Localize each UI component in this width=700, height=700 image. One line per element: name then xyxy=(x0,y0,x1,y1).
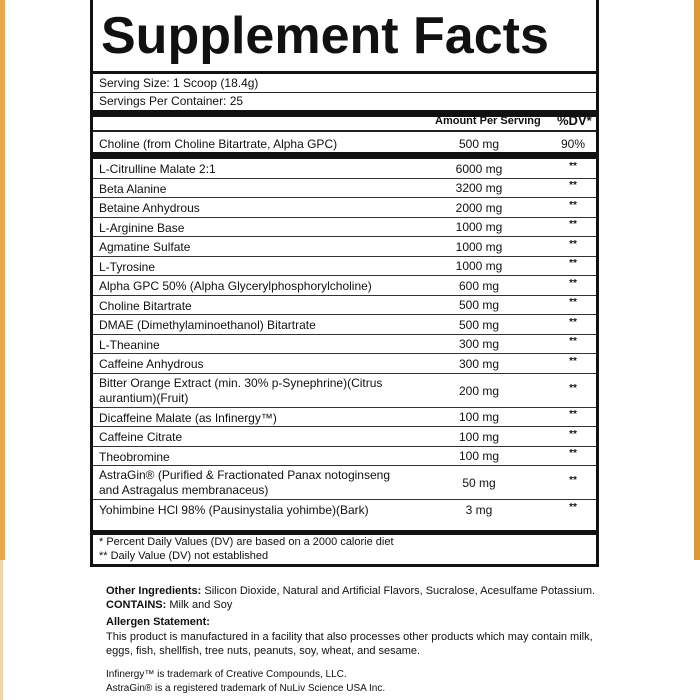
ingredient-dv: ** xyxy=(569,316,577,328)
ingredient-name xyxy=(99,503,369,518)
ingredient-name-line-1: L-Arginine Base xyxy=(99,220,185,235)
ingredient-amount: 3200 mg xyxy=(455,181,503,196)
ingredient-amount: 3 mg xyxy=(465,502,493,517)
other-ingredients xyxy=(106,585,595,598)
ingredient-name xyxy=(99,357,204,372)
ingredient-amount: 2000 mg xyxy=(455,200,503,215)
other-ingredients-label: Other Ingredients: xyxy=(106,585,202,597)
ingredient-amount: 600 mg xyxy=(458,278,500,293)
ingredient-dv: ** xyxy=(569,355,577,367)
ingredient-row xyxy=(93,218,596,238)
serving-divider xyxy=(93,92,596,93)
panel-title: Supplement Facts xyxy=(101,7,549,65)
ingredient-dv: ** xyxy=(569,409,577,421)
ingredient-row xyxy=(93,315,596,335)
ingredient-amount: 1000 mg xyxy=(455,259,503,274)
ingredient-name xyxy=(99,299,192,314)
ingredient-dv: ** xyxy=(569,475,577,486)
ingredient-dv: ** xyxy=(569,336,577,348)
ingredient-dv: ** xyxy=(569,258,577,270)
serving-size: Serving Size: 1 Scoop (18.4g) xyxy=(99,76,259,90)
ingredient-name-line-1: Agmatine Sulfate xyxy=(99,240,191,254)
ingredient-row xyxy=(93,374,596,408)
ingredient-row xyxy=(93,466,596,500)
ingredient-name xyxy=(99,240,190,255)
amount-per-serving-header: Amount Per Serving xyxy=(435,115,541,127)
ingredient-row xyxy=(93,257,596,277)
ingredient-dv: ** xyxy=(569,180,577,192)
ingredient-dv: ** xyxy=(569,238,577,250)
ingredient-name-line-1: Betaine Anhydrous xyxy=(99,201,200,215)
ingredient-name xyxy=(99,221,184,236)
top-ingredient-amount: 500 mg xyxy=(458,137,500,151)
ingredient-amount: 50 mg xyxy=(462,476,496,490)
ingredient-name-line-1: Bitter Orange Extract (min. 30% p-Synephrine)(Citrus xyxy=(99,375,383,390)
ingredient-dv: ** xyxy=(569,501,577,513)
ingredient-row xyxy=(93,198,596,218)
ingredient-name xyxy=(99,162,216,177)
ingredient-name-line-1: Alpha GPC 50% (Alpha Glycerylphosphorylcholine) xyxy=(99,279,372,293)
top-ingredient-dv: 90% xyxy=(560,137,586,151)
title-rule xyxy=(93,71,596,74)
ingredient-name-line-1: Caffeine Anhydrous xyxy=(99,357,204,371)
ingredient-name xyxy=(99,411,277,426)
ingredient-amount: 500 mg xyxy=(458,298,500,313)
ingredient-name-line-1: AstraGin® (Purified & Fractionated Panax notoginseng xyxy=(99,468,390,482)
other-ingredients-text: Silicon Dioxide, Natural and Artificial Flavors, Sucralose, Acesulfame Potassium. xyxy=(204,585,596,597)
top-ingredient-name: Choline (from Choline Bitartrate, Alpha GPC) xyxy=(99,137,338,151)
ingredient-amount: 1000 mg xyxy=(455,239,503,254)
ingredient-row xyxy=(93,335,596,355)
ingredient-name-line-1: Theobromine xyxy=(99,449,170,464)
ingredient-name-line-1: Choline Bitartrate xyxy=(99,298,192,313)
ingredient-dv: ** xyxy=(569,199,577,211)
ingredient-amount: 100 mg xyxy=(458,449,500,464)
trademark-astragin: AstraGin® is a registered trademark of NuLiv Science USA Inc. xyxy=(106,683,386,694)
ingredient-dv: ** xyxy=(569,277,577,289)
trademark-infinergy: Infinergy™ is trademark of Creative Compounds, LLC. xyxy=(106,669,347,680)
ingredient-name xyxy=(99,338,160,353)
ingredient-dv: ** xyxy=(569,219,577,231)
ingredient-name xyxy=(99,468,390,498)
ingredient-row xyxy=(93,159,596,179)
ingredient-row xyxy=(93,500,596,520)
ingredient-name-line-1: Caffeine Citrate xyxy=(99,430,183,444)
ingredient-name-line-1: Dicaffeine Malate (as Infinergy™) xyxy=(99,410,277,425)
allergen-label: Allergen Statement: xyxy=(106,616,210,628)
ingredient-amount: 100 mg xyxy=(458,429,500,444)
ingredient-name-line-1: L-Theanine xyxy=(99,337,160,352)
servings-per-container: Servings Per Container: 25 xyxy=(99,94,244,108)
ingredient-name-line-1: DMAE (Dimethylaminoethanol) Bitartrate xyxy=(99,318,316,332)
ingredient-dv: ** xyxy=(569,428,577,440)
ingredient-amount: 100 mg xyxy=(458,410,500,425)
daily-value-header: %DV* xyxy=(557,113,592,128)
ingredient-row xyxy=(93,179,596,199)
contains-line xyxy=(106,599,232,612)
ingredient-row xyxy=(93,447,596,467)
ingredient-name-line-1: Yohimbine HCl 98% (Pausinystalia yohimbe)(Bark) xyxy=(99,503,369,517)
ingredient-row xyxy=(93,296,596,316)
contains-label: CONTAINS: xyxy=(106,599,167,611)
ingredients-thick-rule xyxy=(93,152,596,159)
ingredient-amount: 500 mg xyxy=(458,317,500,332)
ingredient-amount: 300 mg xyxy=(458,337,500,352)
left-edge-strip xyxy=(0,0,5,560)
ingredient-name xyxy=(99,260,155,275)
ingredient-dv: ** xyxy=(569,382,577,394)
ingredient-name-line-2: aurantium)(Fruit) xyxy=(99,390,189,405)
ingredient-name xyxy=(99,376,382,406)
allergen-line-2: eggs, fish, shellfish, tree nuts, peanuts, soy, wheat, and sesame. xyxy=(106,645,421,657)
left-edge-strip-lower xyxy=(0,560,3,700)
allergen-line-1: This product is manufactured in a facility that also processes other products which may contain milk, xyxy=(106,631,593,643)
ingredient-row xyxy=(93,276,596,296)
ingredient-amount: 200 mg xyxy=(458,383,500,398)
contains-text: Milk and Soy xyxy=(169,599,233,611)
ingredient-name-line-1: L-Tyrosine xyxy=(99,259,156,274)
ingredient-amount: 300 mg xyxy=(458,356,500,371)
ingredient-row xyxy=(93,427,596,447)
footnote-dv-not-established: ** Daily Value (DV) not established xyxy=(99,550,269,562)
ingredient-name-line-2: and Astragalus membranaceus) xyxy=(99,483,269,497)
header-divider xyxy=(93,130,596,132)
ingredient-dv: ** xyxy=(569,297,577,309)
ingredient-name xyxy=(99,201,200,216)
ingredient-amount: 6000 mg xyxy=(455,161,503,176)
footnote-thick-rule xyxy=(93,530,596,535)
ingredient-amount: 1000 mg xyxy=(455,220,503,235)
ingredient-row xyxy=(93,354,596,374)
ingredient-name-line-1: Beta Alanine xyxy=(99,181,167,196)
ingredient-row xyxy=(93,408,596,428)
ingredient-name xyxy=(99,430,182,445)
footnote-dv-basis: * Percent Daily Values (DV) are based on a 2000 calorie diet xyxy=(99,536,394,548)
ingredient-name xyxy=(99,318,316,333)
ingredient-name-line-1: L-Citrulline Malate 2:1 xyxy=(99,162,216,176)
ingredient-name xyxy=(99,279,372,294)
ingredient-row xyxy=(93,237,596,257)
ingredient-name xyxy=(99,182,166,197)
ingredient-name xyxy=(99,450,170,465)
supplement-facts-panel xyxy=(90,0,599,567)
right-edge-strip xyxy=(694,0,700,560)
ingredient-dv: ** xyxy=(569,160,577,172)
ingredient-dv: ** xyxy=(569,448,577,460)
